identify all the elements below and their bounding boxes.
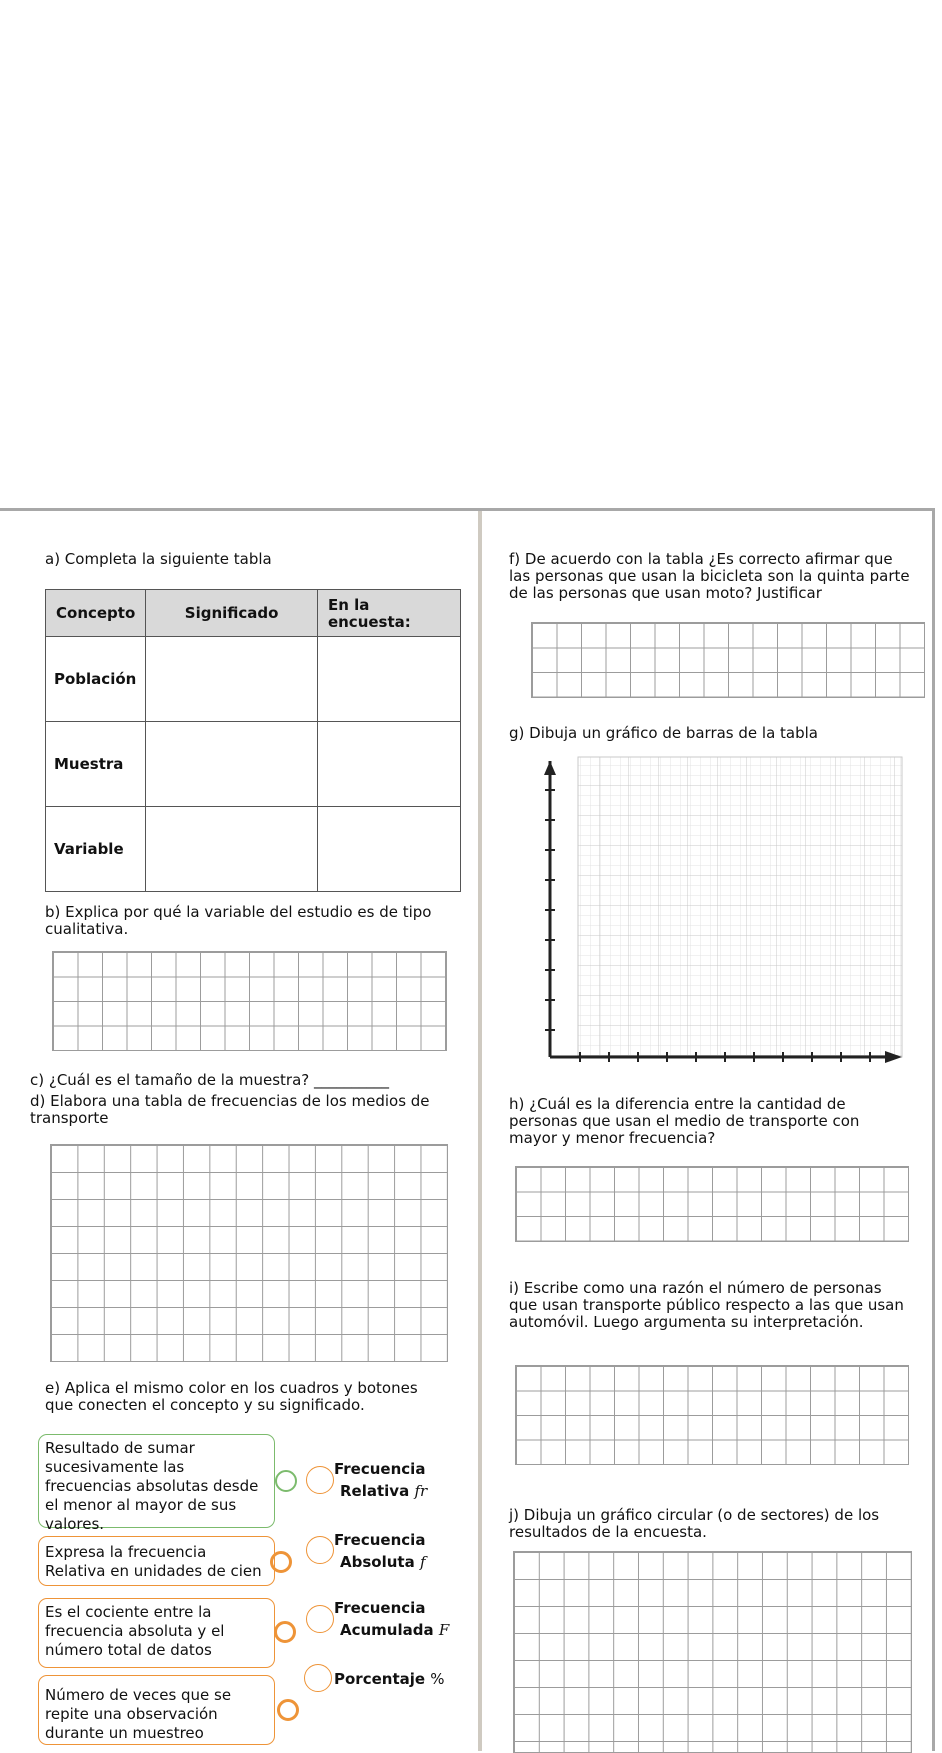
match-button-green[interactable]: [275, 1470, 297, 1492]
table-row: [46, 722, 461, 807]
term-button[interactable]: [306, 1466, 334, 1494]
prompt-j: j) Dibuja un gráfico circular (o de sectores) de los resultados de la encuesta.: [509, 1506, 880, 1541]
match-button-orange[interactable]: [277, 1699, 299, 1721]
concept-table: [45, 589, 461, 892]
header-concepto: Concepto: [46, 590, 146, 637]
term-button[interactable]: [304, 1664, 332, 1692]
frequency-table-grid[interactable]: [50, 1144, 448, 1362]
prompt-a: a) Completa la siguiente tabla: [45, 550, 272, 568]
prompt-f: f) De acuerdo con la tabla ¿Es correcto afirmar que las personas que usan la bicicleta son la quinta parte de las personas que usan moto? Justificar: [509, 550, 910, 602]
table-row: [46, 637, 461, 722]
term-button[interactable]: [306, 1536, 334, 1564]
row-label-poblacion: Población: [46, 637, 146, 722]
prompt-c: c) ¿Cuál es el tamaño de la muestra? __________: [30, 1071, 390, 1089]
term-frecuencia-absoluta: Frecuencia Absoluta f: [334, 1531, 426, 1571]
answer-cell[interactable]: [146, 722, 318, 807]
term-porcentaje: Porcentaje %: [334, 1670, 445, 1688]
prompt-h: h) ¿Cuál es la diferencia entre la cantidad de personas que usan el medio de transporte con mayor y menor frecuencia?: [509, 1095, 860, 1147]
definition-box[interactable]: Expresa la frecuencia Relativa en unidades de cien: [38, 1536, 275, 1586]
definition-box[interactable]: Resultado de sumar sucesivamente las frecuencias absolutas desde el menor al mayor de sus valores.: [38, 1434, 275, 1528]
definition-box[interactable]: Número de veces que se repite una observación durante un muestreo: [38, 1675, 275, 1745]
answer-grid-b[interactable]: [52, 951, 447, 1051]
column-divider: [478, 511, 482, 1751]
definition-box[interactable]: Es el cociente entre la frecuencia absoluta y el número total de datos: [38, 1598, 275, 1668]
answer-grid-h[interactable]: [515, 1166, 909, 1242]
row-label-variable: Variable: [46, 807, 146, 892]
prompt-i: i) Escribe como una razón el número de personas que usan transporte público respecto a las que usan automóvil. Luego argumenta su interpretación.: [509, 1279, 904, 1331]
term-frecuencia-acumulada: Frecuencia Acumulada F: [334, 1599, 450, 1639]
match-button-orange[interactable]: [270, 1551, 292, 1573]
answer-cell[interactable]: [146, 637, 318, 722]
prompt-b: b) Explica por qué la variable del estudio es de tipo cualitativa.: [45, 903, 432, 938]
answer-grid-f[interactable]: [531, 622, 925, 698]
term-frecuencia-relativa: Frecuencia Relativa fr: [334, 1460, 428, 1500]
prompt-e: e) Aplica el mismo color en los cuadros y botones que conecten el concepto y su significado.: [45, 1379, 418, 1414]
header-significado: Significado: [146, 590, 318, 637]
match-button-orange[interactable]: [274, 1621, 296, 1643]
table-row: [46, 807, 461, 892]
answer-cell[interactable]: [146, 807, 318, 892]
answer-cell[interactable]: [317, 722, 460, 807]
term-button[interactable]: [306, 1605, 334, 1633]
answer-grid-i[interactable]: [515, 1365, 909, 1465]
row-label-muestra: Muestra: [46, 722, 146, 807]
answer-cell[interactable]: [317, 807, 460, 892]
prompt-g: g) Dibuja un gráfico de barras de la tabla: [509, 724, 818, 742]
prompt-d: d) Elabora una tabla de frecuencias de los medios de transporte: [30, 1092, 430, 1127]
answer-cell[interactable]: [317, 637, 460, 722]
answer-grid-j[interactable]: [513, 1551, 912, 1753]
bar-chart-axes[interactable]: [540, 755, 910, 1065]
header-encuesta: En la encuesta:: [317, 590, 460, 637]
